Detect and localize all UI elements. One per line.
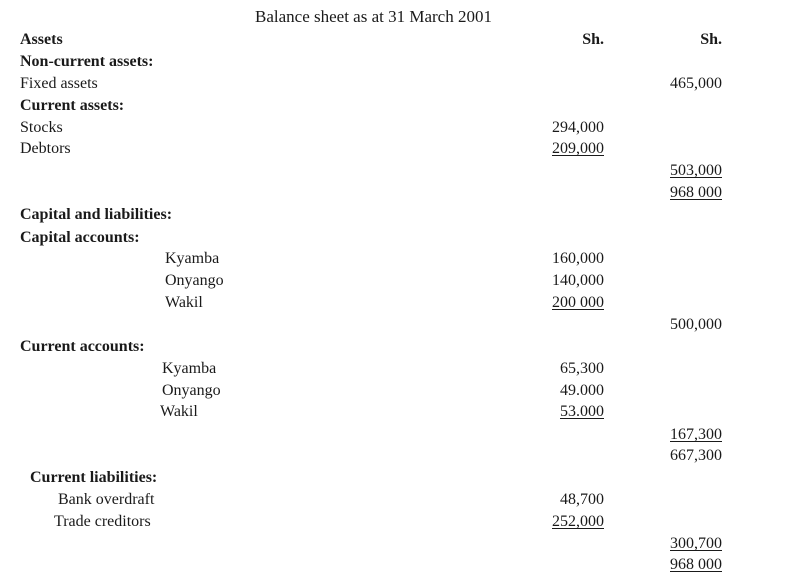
column-header-2: Sh.: [700, 31, 722, 48]
capital-kyamba-value: 160,000: [552, 250, 604, 267]
current-assets-heading: Current assets:: [20, 97, 125, 114]
grand-total: 968 000: [670, 556, 722, 573]
bank-overdraft-label: Bank overdraft: [58, 491, 155, 508]
column-header-1: Sh.: [582, 31, 604, 48]
current-kyamba-value: 65,300: [560, 360, 604, 377]
non-current-assets-heading: Non-current assets:: [20, 53, 154, 70]
current-accounts-heading: Current accounts:: [20, 338, 145, 355]
current-assets-subtotal: 503,000: [670, 162, 722, 179]
current-accounts-total: 167,300: [670, 426, 722, 443]
fixed-assets-value: 465,000: [670, 75, 722, 92]
capital-accounts-heading: Capital accounts:: [20, 229, 140, 246]
page-title: Balance sheet as at 31 March 2001: [255, 7, 492, 26]
trade-creditors-label: Trade creditors: [54, 513, 151, 530]
debtors-value: 209,000: [552, 140, 604, 157]
current-liabilities-heading: Current liabilities:: [30, 469, 158, 486]
total-assets: 968 000: [670, 184, 722, 201]
capital-onyango-label: Onyango: [165, 272, 224, 289]
capital-wakil-value: 200 000: [552, 294, 604, 311]
capital-kyamba-label: Kyamba: [165, 250, 220, 267]
capital-onyango-value: 140,000: [552, 272, 604, 289]
debtors-label: Debtors: [20, 140, 71, 157]
current-liabilities-total: 300,700: [670, 535, 722, 552]
capital-running-total: 667,300: [670, 447, 722, 464]
stocks-value: 294,000: [552, 119, 604, 136]
fixed-assets-label: Fixed assets: [20, 75, 98, 92]
capital-wakil-label: Wakil: [165, 294, 203, 311]
current-wakil-value: 53.000: [560, 403, 604, 420]
stocks-label: Stocks: [20, 119, 63, 136]
trade-creditors-value: 252,000: [552, 513, 604, 530]
capital-liabilities-heading: Capital and liabilities:: [20, 206, 173, 223]
current-wakil-label: Wakil: [160, 403, 198, 420]
bank-overdraft-value: 48,700: [560, 491, 604, 508]
capital-accounts-total: 500,000: [670, 316, 722, 333]
current-kyamba-label: Kyamba: [162, 360, 217, 377]
assets-heading: Assets: [20, 31, 63, 48]
current-onyango-label: Onyango: [162, 382, 221, 399]
current-onyango-value: 49.000: [560, 382, 604, 399]
